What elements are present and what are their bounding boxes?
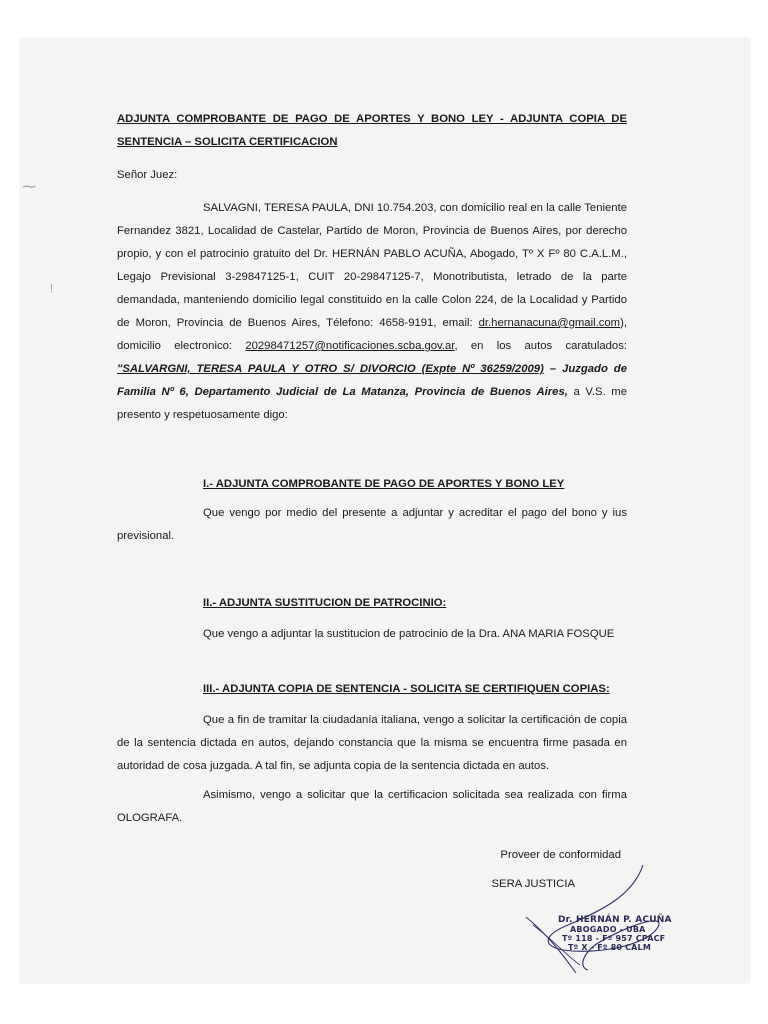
section-heading-1: I.- ADJUNTA COMPROBANTE DE PAGO DE APORTES Y BONO LEY — [203, 478, 565, 490]
scan-mark: ǃ — [50, 283, 54, 295]
email-link[interactable]: dr.hernanacuna@gmail.com — [478, 317, 621, 329]
stamp-registration-1: Tº 118 - Fº 957 CPACF — [562, 934, 666, 943]
lawyer-stamp — [558, 916, 672, 952]
stamp-name: Dr. HERNÁN P. ACUÑA — [558, 915, 672, 925]
intro-text: a V.S. me presento y respetuosamente digo: — [117, 386, 628, 421]
intro-text: ), domicilio electronico: — [117, 317, 627, 352]
salutation: Señor Juez: — [117, 169, 178, 181]
section-text-1: Que vengo por medio del presente a adjuntar y acreditar el pago del bono y ius previsional. — [117, 507, 627, 542]
section-text-3: Que a fin de tramitar la ciudadanía italiana, vengo a solicitar la certificación de copia de la sentencia dictada en autos, dejando constancia que la misma se encuentra firme pasada en autoridad de cosa juzgada. A tal fin, se adjunta copia de la sentencia dictada en autos. — [117, 714, 627, 772]
intro-text: SALVAGNI, TERESA PAULA, DNI 10.754.203, con domicilio real en la calle Teniente Fernandez 3821, Localidad de Castelar, Partido de Moron, Provincia de Buenos Aires, por derecho propio, y con el patrocinio gratuito del Dr. HERNÁN PABLO ACUÑA, Abogado, Tº X Fº 80 C.A.L.M., Legajo Previsional 3-29847125-1, CUIT 20-29847125-7, Monotributista, letrado de la parte demandada, manteniendo domicilio legal constituido en la calle Colon 224, de la Localidad y Partido de Moron, Provincia de Buenos Aires, Télefono: 4658-9191, email: — [117, 202, 627, 329]
stamp-registration-2: Tº X - Fº 80 CALM — [568, 943, 652, 952]
section-text-2: Que vengo a adjuntar la sustitucion de patrocinio de la Dra. ANA MARIA FOSQUE — [203, 628, 615, 640]
closing-justice: SERA JUSTICIA — [491, 878, 575, 890]
intro-text: , en los autos caratulados: — [454, 340, 627, 352]
document-title: ADJUNTA COMPROBANTE DE PAGO DE APORTES Y BONO LEY - ADJUNTA COPIA DE — [117, 113, 627, 125]
scan-mark: ⁓ — [22, 178, 36, 194]
court-name: – Juzgado de Familia Nº 6, Departamento Judicial de La Matanza, Provincia de Buenos Aires, — [117, 363, 627, 398]
document-title-line2: SENTENCIA – SOLICITA CERTIFICACION — [117, 136, 338, 148]
closing-request: Proveer de conformidad — [500, 849, 621, 861]
electronic-domicile-link[interactable]: 20298471257@notificaciones.scba.gov.ar — [245, 340, 455, 352]
stamp-title: ABOGADO - UBA — [570, 925, 646, 934]
case-title: "SALVARGNI, TERESA PAULA Y OTRO S/ DIVORCIO (Expte Nº 36259/2009) — [117, 363, 544, 375]
section-heading-2: II.- ADJUNTA SUSTITUCION DE PATROCINIO: — [203, 597, 447, 609]
intro-paragraph — [117, 197, 627, 427]
document-body — [117, 108, 627, 896]
section-heading-3: III.- ADJUNTA COPIA DE SENTENCIA - SOLICITA SE CERTIFIQUEN COPIAS: — [203, 683, 610, 695]
section-text-3b: Asimismo, vengo a solicitar que la certificacion solicitada sea realizada con firma OLOGRAFA. — [117, 789, 627, 824]
